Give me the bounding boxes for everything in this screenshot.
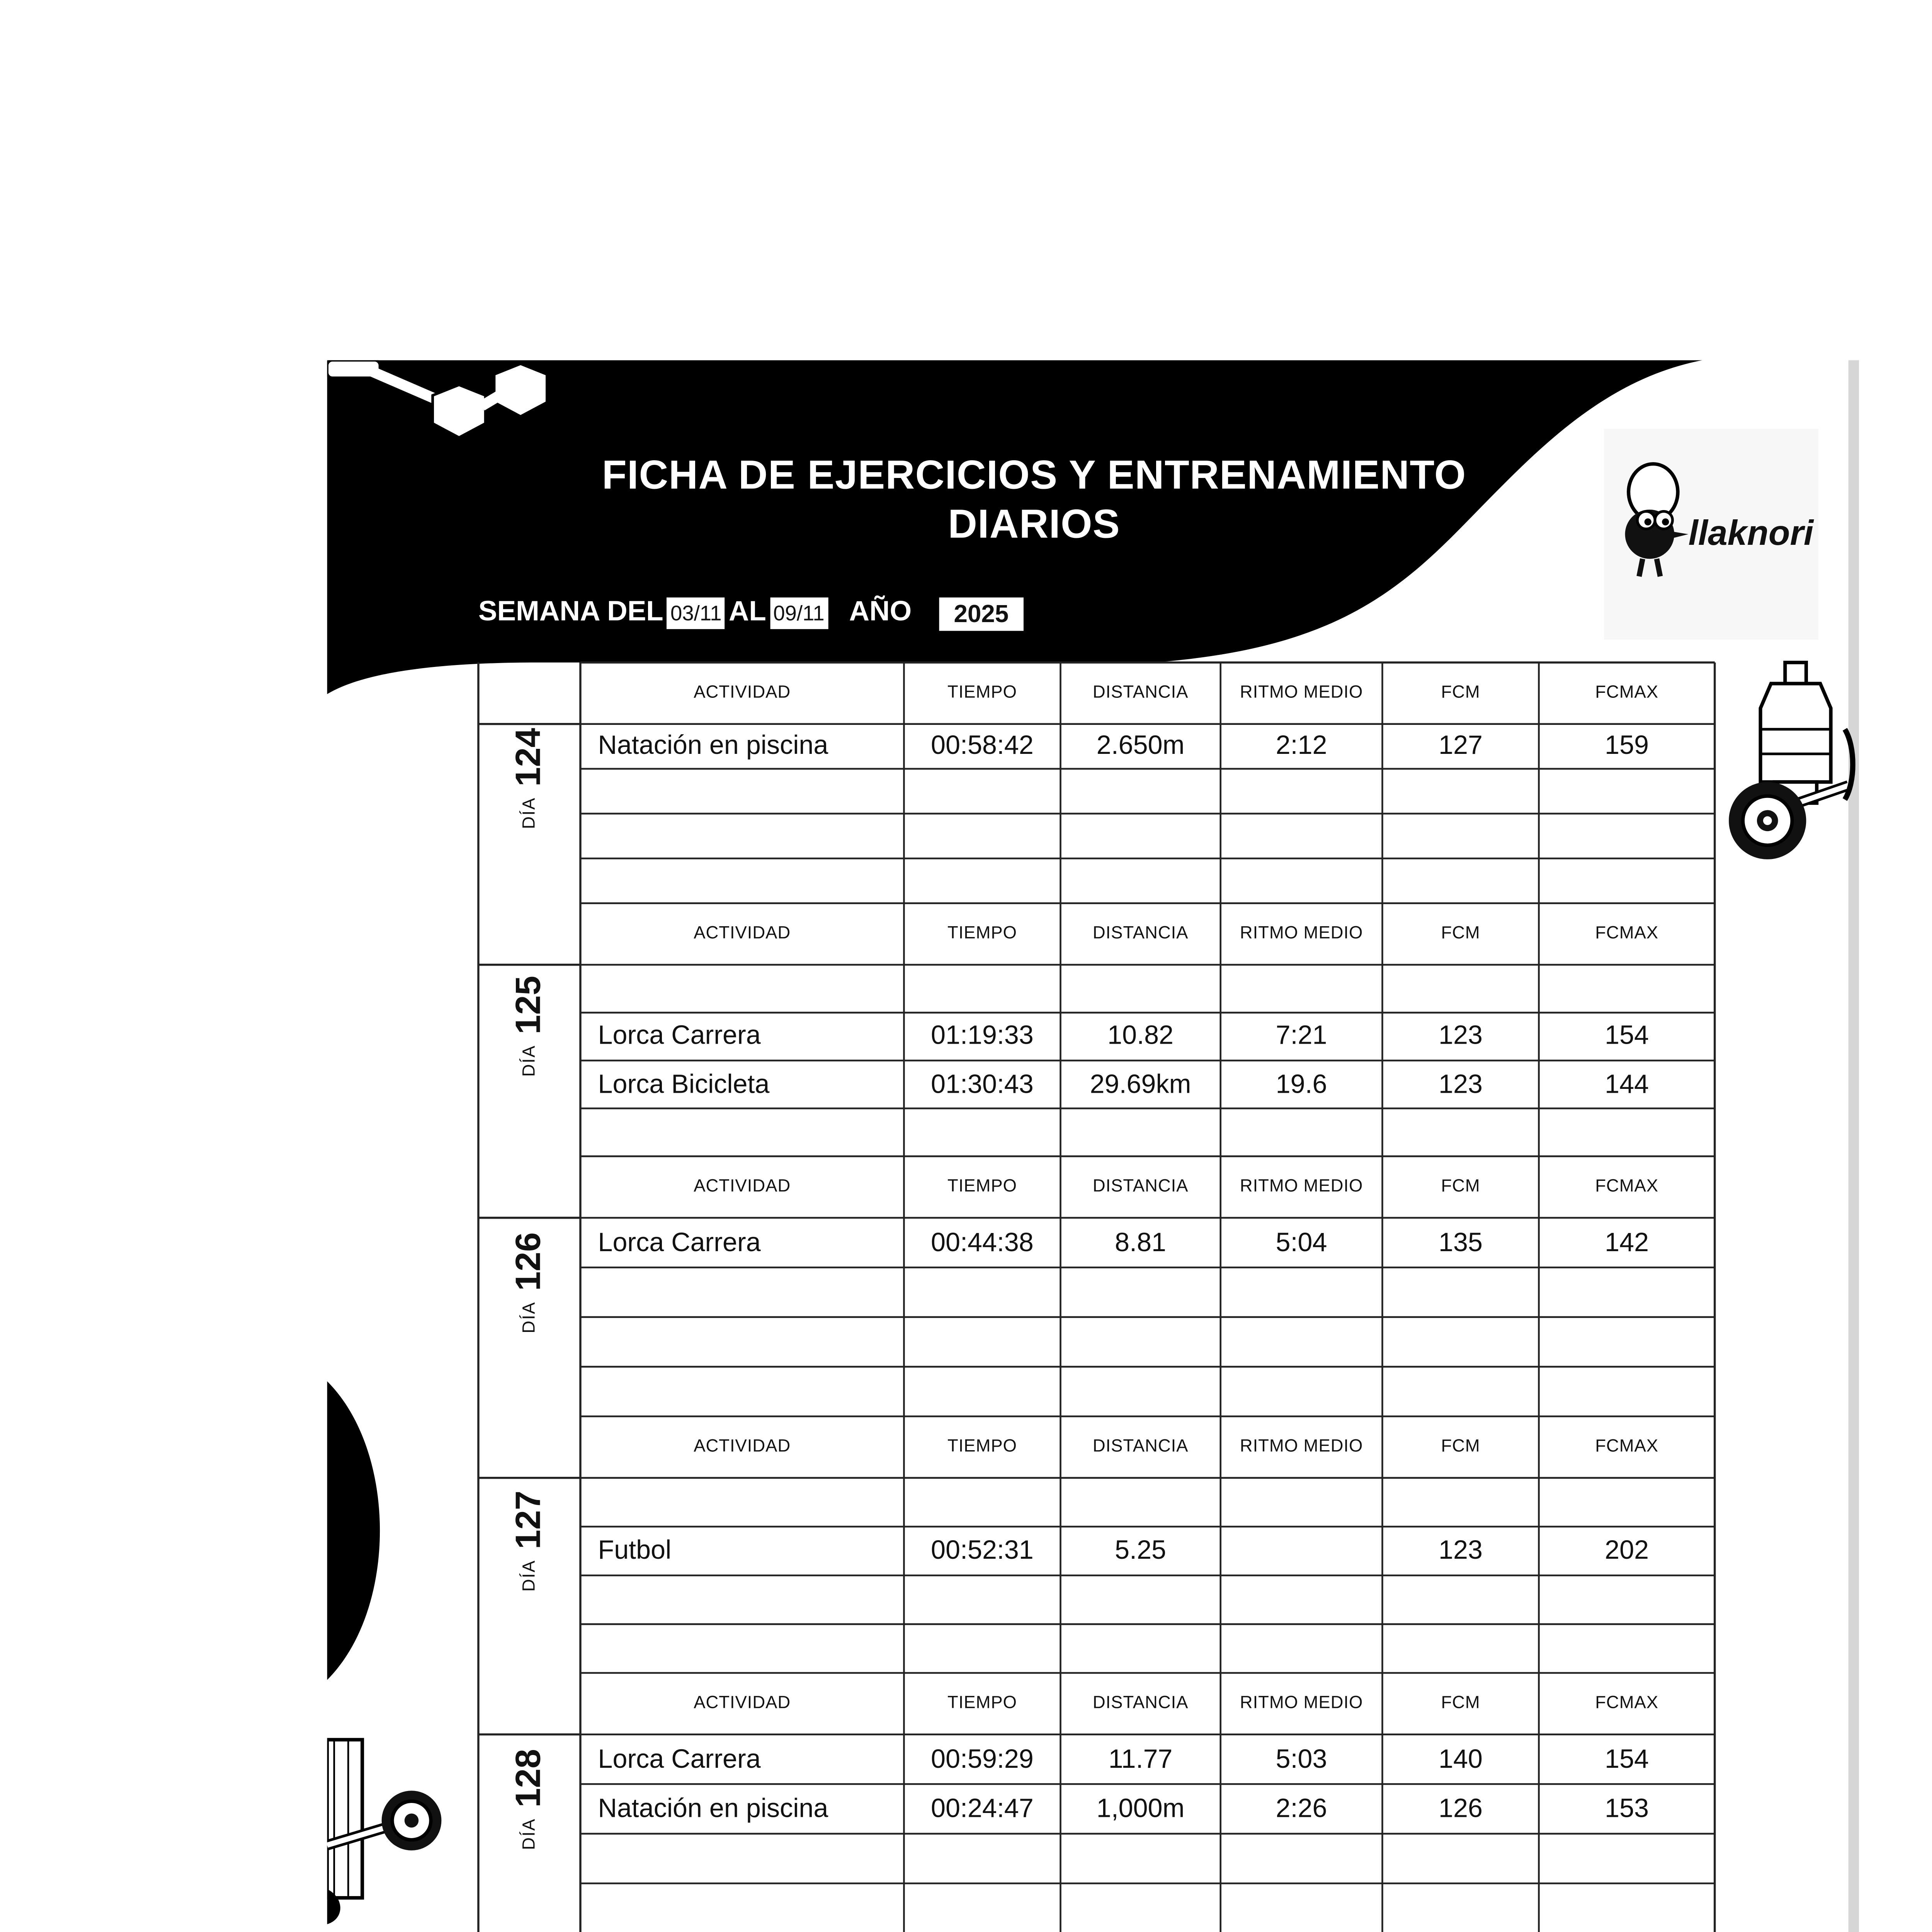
day-prefix: DÍA [519, 1044, 539, 1076]
column-header: ACTIVIDAD [694, 1177, 791, 1197]
day-label [503, 902, 556, 1148]
column-header: RITMO MEDIO [1240, 1177, 1363, 1197]
cell-fcmax[interactable] [1539, 1367, 1715, 1416]
day-label [503, 655, 556, 901]
cell-fcm[interactable]: 123 [1439, 1021, 1483, 1052]
cell-fcm[interactable] [1382, 1834, 1539, 1883]
cell-fcm[interactable] [1382, 814, 1539, 859]
day-prefix: DÍA [519, 797, 539, 829]
cell-fcmax[interactable] [1539, 1883, 1715, 1932]
column-header: FCM [1441, 1177, 1480, 1197]
cell-ritmo[interactable] [1221, 1834, 1383, 1883]
cell-tiempo[interactable]: 00:24:47 [931, 1794, 1034, 1824]
cell-fcmax[interactable] [1539, 1478, 1715, 1527]
column-header: FCMAX [1595, 924, 1659, 944]
cell-actividad[interactable]: Lorca Bicicleta [598, 1069, 770, 1100]
column-header: ACTIVIDAD [694, 924, 791, 944]
cell-tiempo[interactable] [904, 769, 1060, 814]
cell-actividad[interactable] [598, 1883, 904, 1932]
cell-distancia[interactable]: 1,000m [1096, 1794, 1185, 1824]
day-number: 124 [509, 728, 548, 787]
column-header: FCM [1441, 684, 1480, 703]
cell-actividad[interactable]: Futbol [598, 1536, 672, 1566]
cell-tiempo[interactable] [904, 814, 1060, 859]
cell-ritmo[interactable] [1221, 1267, 1383, 1317]
cell-distancia[interactable] [1061, 1834, 1221, 1883]
cell-tiempo[interactable] [904, 1624, 1060, 1673]
cell-ritmo[interactable] [1221, 1624, 1383, 1673]
cell-actividad[interactable] [598, 769, 904, 814]
cell-ritmo[interactable] [1221, 1527, 1383, 1575]
cell-ritmo[interactable] [1221, 1317, 1383, 1367]
day-label [503, 1417, 556, 1663]
day-label [503, 1159, 556, 1405]
column-header: RITMO MEDIO [1240, 924, 1363, 944]
cell-tiempo[interactable] [904, 1883, 1060, 1932]
cell-fcmax[interactable]: 154 [1605, 1021, 1649, 1052]
cell-tiempo[interactable] [904, 1367, 1060, 1416]
column-header: TIEMPO [947, 924, 1017, 944]
title-line-2: DIARIOS [948, 501, 1121, 547]
cell-tiempo[interactable]: 00:44:38 [931, 1228, 1034, 1258]
day-label [503, 1675, 556, 1922]
year-field[interactable]: 2025 [940, 597, 1023, 630]
cell-fcmax[interactable] [1539, 965, 1715, 1013]
cell-fcmax[interactable] [1539, 769, 1715, 814]
column-header: TIEMPO [947, 1437, 1017, 1457]
cell-fcmax[interactable]: 202 [1605, 1536, 1649, 1566]
cell-tiempo[interactable] [904, 1575, 1060, 1624]
column-header: FCM [1441, 924, 1480, 944]
cell-ritmo[interactable]: 19.6 [1276, 1069, 1327, 1100]
cell-tiempo[interactable] [904, 1267, 1060, 1317]
title-line-1: FICHA DE EJERCICIOS Y ENTRENAMIENTO [602, 451, 1466, 498]
column-header: TIEMPO [947, 1694, 1017, 1714]
cell-distancia[interactable] [1061, 1575, 1221, 1624]
week-label: SEMANA DEL [478, 597, 663, 628]
cell-distancia[interactable]: 5.25 [1115, 1536, 1167, 1566]
cell-ritmo[interactable] [1221, 1575, 1383, 1624]
year-label: AÑO [849, 597, 912, 628]
cell-actividad[interactable] [598, 1367, 904, 1416]
column-header: ACTIVIDAD [694, 1437, 791, 1457]
cell-fcmax[interactable]: 142 [1605, 1228, 1649, 1258]
cell-fcmax[interactable] [1539, 1834, 1715, 1883]
cell-fcmax[interactable]: 153 [1605, 1794, 1649, 1824]
cell-fcm[interactable] [1382, 1267, 1539, 1317]
cell-distancia[interactable] [1061, 769, 1221, 814]
cell-fcm[interactable] [1382, 859, 1539, 903]
column-header: ACTIVIDAD [694, 684, 791, 703]
cell-ritmo[interactable] [1221, 1883, 1383, 1932]
cell-ritmo[interactable]: 2:12 [1276, 731, 1327, 762]
week-start-field[interactable]: 03/11 [667, 597, 725, 629]
cell-ritmo[interactable]: 7:21 [1276, 1021, 1327, 1052]
column-header: DISTANCIA [1092, 684, 1189, 703]
cell-fcm[interactable] [1382, 1367, 1539, 1416]
cell-fcm[interactable]: 123 [1439, 1536, 1483, 1566]
cell-distancia[interactable] [1061, 965, 1221, 1013]
cell-actividad[interactable] [598, 1624, 904, 1673]
column-header: DISTANCIA [1092, 924, 1189, 944]
cell-actividad[interactable] [598, 1478, 904, 1527]
cell-fcm[interactable]: 135 [1439, 1228, 1483, 1258]
cell-distancia[interactable]: 2.650m [1096, 731, 1185, 762]
cell-tiempo[interactable] [904, 859, 1060, 903]
cell-actividad[interactable]: Lorca Carrera [598, 1744, 761, 1774]
cell-distancia[interactable] [1061, 1624, 1221, 1673]
cell-actividad[interactable] [598, 965, 904, 1013]
cell-distancia[interactable] [1061, 1109, 1221, 1156]
column-header: ACTIVIDAD [694, 1694, 791, 1714]
cell-distancia[interactable]: 8.81 [1115, 1228, 1167, 1258]
column-header: FCM [1441, 1437, 1480, 1457]
column-header: FCMAX [1595, 1177, 1659, 1197]
column-header: TIEMPO [947, 684, 1017, 703]
column-header: FCMAX [1595, 1437, 1659, 1457]
cell-ritmo[interactable] [1221, 859, 1383, 903]
column-header: RITMO MEDIO [1240, 684, 1363, 703]
cell-distancia[interactable]: 10.82 [1107, 1021, 1174, 1052]
cell-tiempo[interactable] [904, 1834, 1060, 1883]
cell-actividad[interactable] [598, 1267, 904, 1317]
cell-ritmo[interactable] [1221, 1109, 1383, 1156]
day-prefix: DÍA [519, 1817, 539, 1849]
column-header: DISTANCIA [1092, 1177, 1189, 1197]
cell-fcm[interactable]: 140 [1439, 1744, 1483, 1774]
cell-actividad[interactable]: Natación en piscina [598, 731, 828, 762]
column-header: TIEMPO [947, 1177, 1017, 1197]
cell-distancia[interactable] [1061, 814, 1221, 859]
cell-distancia[interactable] [1061, 1267, 1221, 1317]
cell-fcmax[interactable]: 159 [1605, 731, 1649, 762]
cell-ritmo[interactable] [1221, 1478, 1383, 1527]
logo-text: llaknori [1688, 515, 1814, 554]
cell-fcm[interactable] [1382, 965, 1539, 1013]
day-number: 126 [509, 1231, 548, 1290]
cell-fcm[interactable] [1382, 1575, 1539, 1624]
cell-fcm[interactable] [1382, 1883, 1539, 1932]
cell-fcm[interactable] [1382, 1478, 1539, 1527]
cell-fcm[interactable]: 126 [1439, 1794, 1483, 1824]
column-header: DISTANCIA [1092, 1694, 1189, 1714]
cell-fcmax[interactable]: 154 [1605, 1744, 1649, 1774]
cell-fcmax[interactable] [1539, 1575, 1715, 1624]
cell-ritmo[interactable]: 5:04 [1276, 1228, 1327, 1258]
cell-fcmax[interactable] [1539, 1317, 1715, 1367]
column-header: FCM [1441, 1694, 1480, 1714]
cell-tiempo[interactable] [904, 965, 1060, 1013]
cell-fcmax[interactable]: 144 [1605, 1069, 1649, 1100]
day-number: 125 [509, 975, 548, 1034]
column-header: RITMO MEDIO [1240, 1694, 1363, 1714]
cell-fcm[interactable]: 123 [1439, 1069, 1483, 1100]
cell-distancia[interactable]: 29.69km [1090, 1069, 1191, 1100]
column-header: FCMAX [1595, 684, 1659, 703]
cell-actividad[interactable] [598, 1317, 904, 1367]
day-prefix: DÍA [519, 1300, 539, 1333]
day-prefix: DÍA [519, 1559, 539, 1591]
week-sep-label: AL [728, 597, 766, 628]
cell-actividad[interactable] [598, 1575, 904, 1624]
cell-actividad[interactable] [598, 1109, 904, 1156]
cell-tiempo[interactable]: 00:58:42 [931, 731, 1034, 762]
cell-ritmo[interactable] [1221, 814, 1383, 859]
cell-tiempo[interactable] [904, 1478, 1060, 1527]
cell-actividad[interactable] [598, 814, 904, 859]
cell-distancia[interactable] [1061, 1317, 1221, 1367]
day-number: 127 [509, 1490, 548, 1549]
cell-tiempo[interactable] [904, 1109, 1060, 1156]
cell-fcmax[interactable] [1539, 1109, 1715, 1156]
cell-ritmo[interactable]: 5:03 [1276, 1744, 1327, 1774]
cell-ritmo[interactable] [1221, 769, 1383, 814]
cell-fcmax[interactable] [1539, 1267, 1715, 1317]
cell-ritmo[interactable] [1221, 965, 1383, 1013]
cell-fcm[interactable] [1382, 769, 1539, 814]
day-number: 128 [509, 1748, 548, 1807]
cell-actividad[interactable]: Lorca Carrera [598, 1228, 761, 1258]
cell-tiempo[interactable]: 01:19:33 [931, 1021, 1034, 1052]
cell-actividad[interactable]: Natación en piscina [598, 1794, 828, 1824]
week-end-field[interactable]: 09/11 [770, 597, 828, 629]
cell-ritmo[interactable] [1221, 1367, 1383, 1416]
cell-fcmax[interactable] [1539, 1624, 1715, 1673]
cell-distancia[interactable] [1061, 1883, 1221, 1932]
cell-distancia[interactable] [1061, 859, 1221, 903]
cell-actividad[interactable]: Lorca Carrera [598, 1021, 761, 1052]
cell-actividad[interactable] [598, 859, 904, 903]
cell-fcm[interactable] [1382, 1624, 1539, 1673]
cell-fcmax[interactable] [1539, 859, 1715, 903]
cell-distancia[interactable]: 11.77 [1108, 1744, 1173, 1774]
cell-distancia[interactable] [1061, 1367, 1221, 1416]
cell-tiempo[interactable]: 00:52:31 [931, 1536, 1034, 1566]
cell-fcm[interactable] [1382, 1317, 1539, 1367]
column-header: RITMO MEDIO [1240, 1437, 1363, 1457]
column-header: DISTANCIA [1092, 1437, 1189, 1457]
cell-tiempo[interactable] [904, 1317, 1060, 1367]
cell-tiempo[interactable]: 00:59:29 [931, 1744, 1034, 1774]
cell-fcm[interactable] [1382, 1109, 1539, 1156]
cell-distancia[interactable] [1061, 1478, 1221, 1527]
cell-actividad[interactable] [598, 1834, 904, 1883]
cell-ritmo[interactable]: 2:26 [1276, 1794, 1327, 1824]
cell-fcmax[interactable] [1539, 814, 1715, 859]
cell-tiempo[interactable]: 01:30:43 [931, 1069, 1034, 1100]
cell-fcm[interactable]: 127 [1439, 731, 1483, 762]
column-header: FCMAX [1595, 1694, 1659, 1714]
